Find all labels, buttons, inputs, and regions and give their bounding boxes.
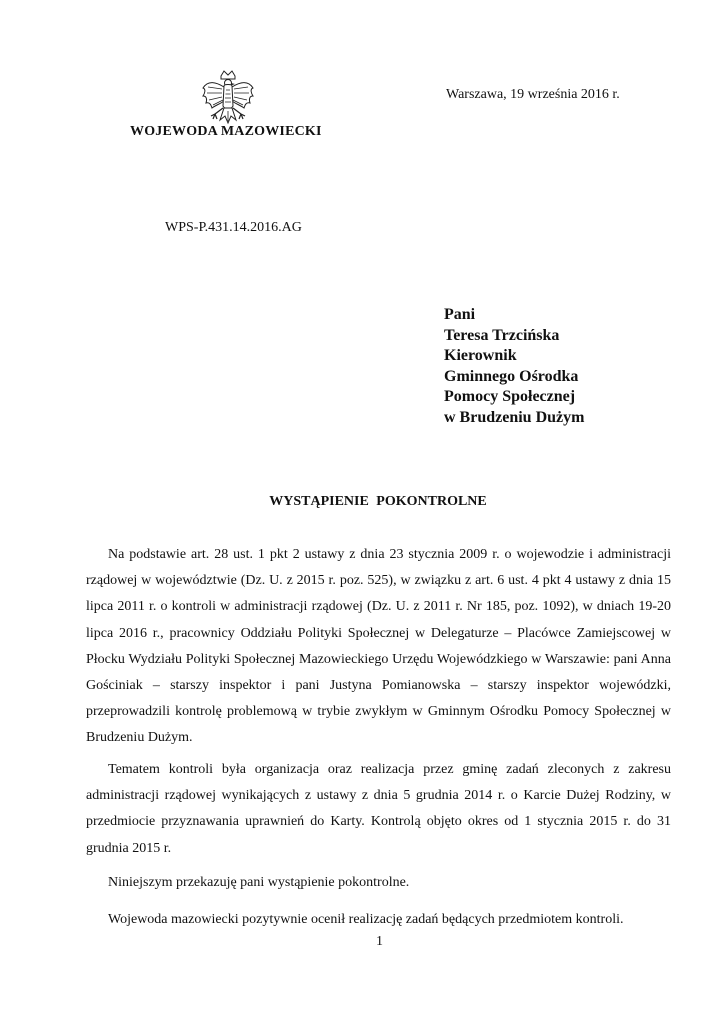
addressee-line: w Brudzeniu Dużym (444, 408, 585, 426)
body-paragraph: Niniejszym przekazuję pani wystąpienie pokontrolne. (108, 875, 410, 890)
place-and-date: Warszawa, 19 września 2016 r. (446, 87, 620, 102)
addressee-line: Pani (444, 306, 476, 323)
document-title: WYSTĄPIENIE POKONTROLNE (269, 494, 487, 509)
addressee-line: Pomocy Społecznej (444, 388, 576, 405)
addressee-line: Kierownik (444, 347, 517, 364)
page-number: 1 (376, 934, 383, 949)
body-paragraph: Tematem kontroli była organizacja oraz realizacja przez gminę zadań zleconych z zakresu administracji rządowej wynikających z ustawy z dnia 5 grudnia 2014 r. o Karcie Dużej Rodziny, w przedmiocie przyznawania uprawnień do Karty. Kontrolą objęto okres od 1 stycznia 2015 r. do 31 grudnia 2015 r. (86, 762, 671, 856)
addressee-line: Gminnego Ośrodka (444, 367, 579, 385)
addressee-line: Teresa Trzcińska (444, 326, 560, 344)
eagle-emblem-icon (200, 70, 256, 132)
body-paragraph: Na podstawie art. 28 ust. 1 pkt 2 ustawy z dnia 23 stycznia 2009 r. o wojewodzie i administracji rządowej w województwie (Dz. U. z 2015 r. poz. 525), w związku z art. 6 ust. 4 pkt 4 ustawy z dnia 15 lipca 2011 r. o kontroli w administracji rządowej (Dz. U. z 2011 r. Nr 185, poz. 1092), w dniach 19-20 lipca 2016 r., pracownicy Oddziału Polityki Społecznej w Delegaturze – Placówce Zamiejscowej w Płocku Wydziału Polityki Społecznej Mazowieckiego Urzędu Wojewódzkiego w Warszawie: pani Anna Gościniak – starszy inspektor i pani Justyna Pomianowska – starszy inspektor wojewódzki, przeprowadzili kontrolę problemową w trybie zwykłym w Gminnym Ośrodku Pomocy Społecznej w Brudzeniu Dużym. (86, 547, 671, 746)
body-paragraph: Wojewoda mazowiecki pozytywnie ocenił realizację zadań będących przedmiotem kontroli. (108, 912, 624, 927)
addressee-block (444, 305, 584, 428)
authority-name: WOJEWODA MAZOWIECKI (130, 124, 322, 139)
reference-number: WPS-P.431.14.2016.AG (165, 220, 302, 235)
